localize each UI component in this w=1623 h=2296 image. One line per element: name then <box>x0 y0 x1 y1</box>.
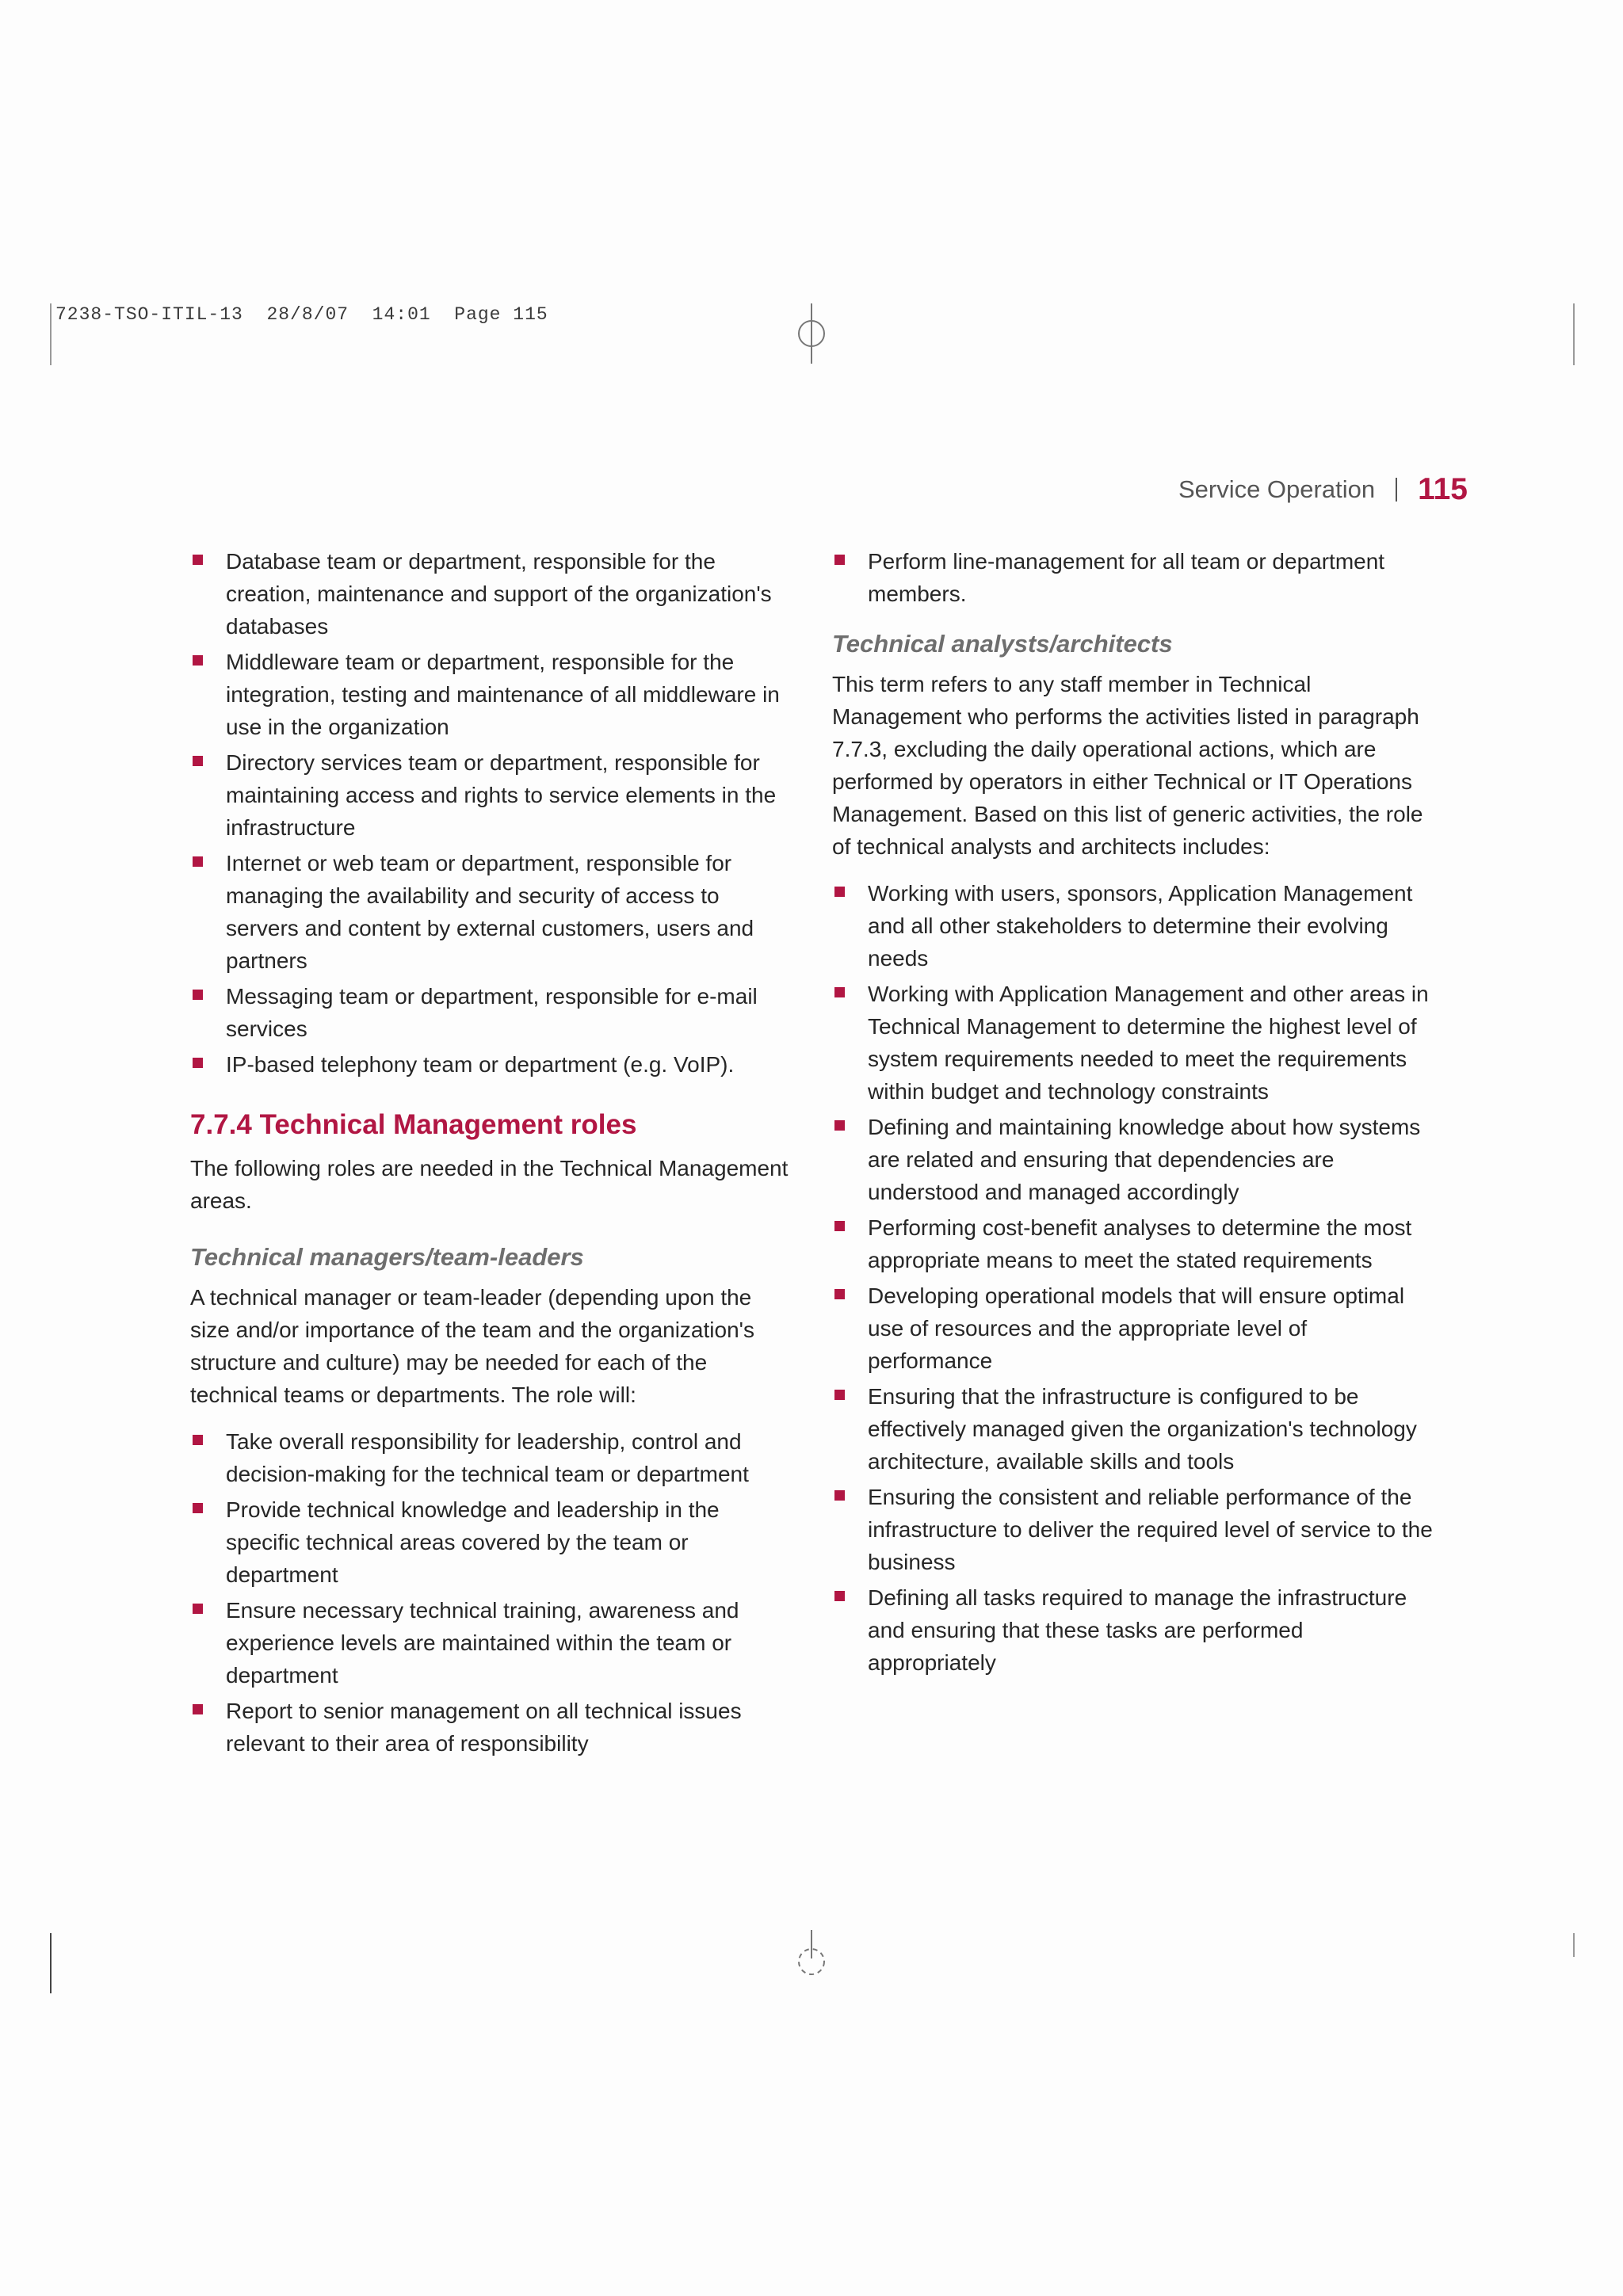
list-item: Defining all tasks required to manage the infrastructure and ensuring that these tasks are performed appropriately <box>832 1581 1434 1679</box>
square-bullet-icon <box>834 1591 845 1601</box>
carryover-list <box>832 545 1434 610</box>
page-number: 115 <box>1418 472 1468 506</box>
crop-line-top-left <box>50 303 52 365</box>
crop-line-top-right <box>1573 303 1575 365</box>
team-list <box>190 545 792 1081</box>
subheading-technical-managers: Technical managers/team-leaders <box>190 1243 584 1271</box>
list-item: Middleware team or department, responsible for the integration, testing and maintenance of all middleware in use in the organization <box>190 646 792 743</box>
square-bullet-icon <box>193 856 203 867</box>
left-column <box>190 545 792 1763</box>
square-bullet-icon <box>834 887 845 897</box>
registration-mark-icon <box>796 1930 827 1978</box>
square-bullet-icon <box>193 555 203 565</box>
square-bullet-icon <box>193 1435 203 1445</box>
print-slug: 7238-TSO-ITIL-13 28/8/07 14:01 Page 115 <box>55 304 548 325</box>
square-bullet-icon <box>193 1704 203 1714</box>
running-head <box>1178 472 1468 507</box>
list-item: Ensuring the consistent and reliable performance of the infrastructure to deliver the required level of service to the business <box>832 1481 1434 1578</box>
list-item: Perform line-management for all team or department members. <box>832 545 1434 610</box>
managers-intro: A technical manager or team-leader (depending upon the size and/or importance of the team and the organization's structure and culture) may be needed for each of the technical teams or departments. The role will: <box>190 1285 754 1407</box>
list-item: Internet or web team or department, responsible for managing the availability and security of access to servers and content by external customers, users and partners <box>190 847 792 977</box>
analysts-role-list <box>832 877 1434 1679</box>
square-bullet-icon <box>193 990 203 1000</box>
square-bullet-icon <box>834 1390 845 1400</box>
list-item: Ensuring that the infrastructure is configured to be effectively managed given the organization's technology architecture, available skills and tools <box>832 1380 1434 1478</box>
running-head-divider <box>1396 478 1397 502</box>
list-item: Developing operational models that will ensure optimal use of resources and the appropriate level of performance <box>832 1280 1434 1377</box>
list-item: Directory services team or department, responsible for maintaining access and rights to service elements in the infrastructure <box>190 746 792 844</box>
list-item: IP-based telephony team or department (e.g. VoIP). <box>190 1048 792 1081</box>
square-bullet-icon <box>834 555 845 565</box>
crop-line-bottom-left <box>50 1933 52 1993</box>
square-bullet-icon <box>193 1058 203 1068</box>
list-item: Messaging team or department, responsible for e-mail services <box>190 980 792 1045</box>
square-bullet-icon <box>834 1221 845 1231</box>
list-item: Database team or department, responsible for the creation, maintenance and support of the organization's databases <box>190 545 792 643</box>
square-bullet-icon <box>193 756 203 766</box>
managers-role-list <box>190 1425 792 1760</box>
list-item: Provide technical knowledge and leadership in the specific technical areas covered by the team or department <box>190 1493 792 1591</box>
square-bullet-icon <box>834 1289 845 1299</box>
square-bullet-icon <box>193 1503 203 1513</box>
list-item: Working with users, sponsors, Application Management and all other stakeholders to determine their evolving needs <box>832 877 1434 974</box>
square-bullet-icon <box>193 655 203 666</box>
section-intro: The following roles are needed in the Technical Management areas. <box>190 1156 789 1213</box>
list-item: Performing cost-benefit analyses to determine the most appropriate means to meet the stated requirements <box>832 1211 1434 1276</box>
list-item: Working with Application Management and other areas in Technical Management to determine the highest level of system requirements needed to meet the requirements within budget and technology constraints <box>832 978 1434 1108</box>
running-head-title: Service Operation <box>1178 475 1376 503</box>
crop-line-bottom-right <box>1573 1933 1575 1957</box>
square-bullet-icon <box>834 987 845 997</box>
list-item: Ensure necessary technical training, awareness and experience levels are maintained within the team or department <box>190 1594 792 1691</box>
square-bullet-icon <box>193 1604 203 1614</box>
list-item: Take overall responsibility for leadership, control and decision-making for the technical team or department <box>190 1425 792 1490</box>
square-bullet-icon <box>834 1490 845 1501</box>
section-heading: 7.7.4 Technical Management roles <box>190 1109 637 1140</box>
list-item: Defining and maintaining knowledge about how systems are related and ensuring that dependencies are understood and managed accordingly <box>832 1111 1434 1208</box>
right-column <box>832 545 1434 1682</box>
analysts-intro: This term refers to any staff member in Technical Management who performs the activities listed in paragraph 7.7.3, excluding the daily operational actions, which are performed by operators in either Technical or IT Operations Management. Based on this list of generic activities, the role of technical analysts and architects includes: <box>832 672 1423 859</box>
subheading-technical-analysts: Technical analysts/architects <box>832 630 1173 658</box>
registration-mark-icon <box>797 303 826 364</box>
square-bullet-icon <box>834 1120 845 1131</box>
list-item: Report to senior management on all technical issues relevant to their area of responsibility <box>190 1695 792 1760</box>
